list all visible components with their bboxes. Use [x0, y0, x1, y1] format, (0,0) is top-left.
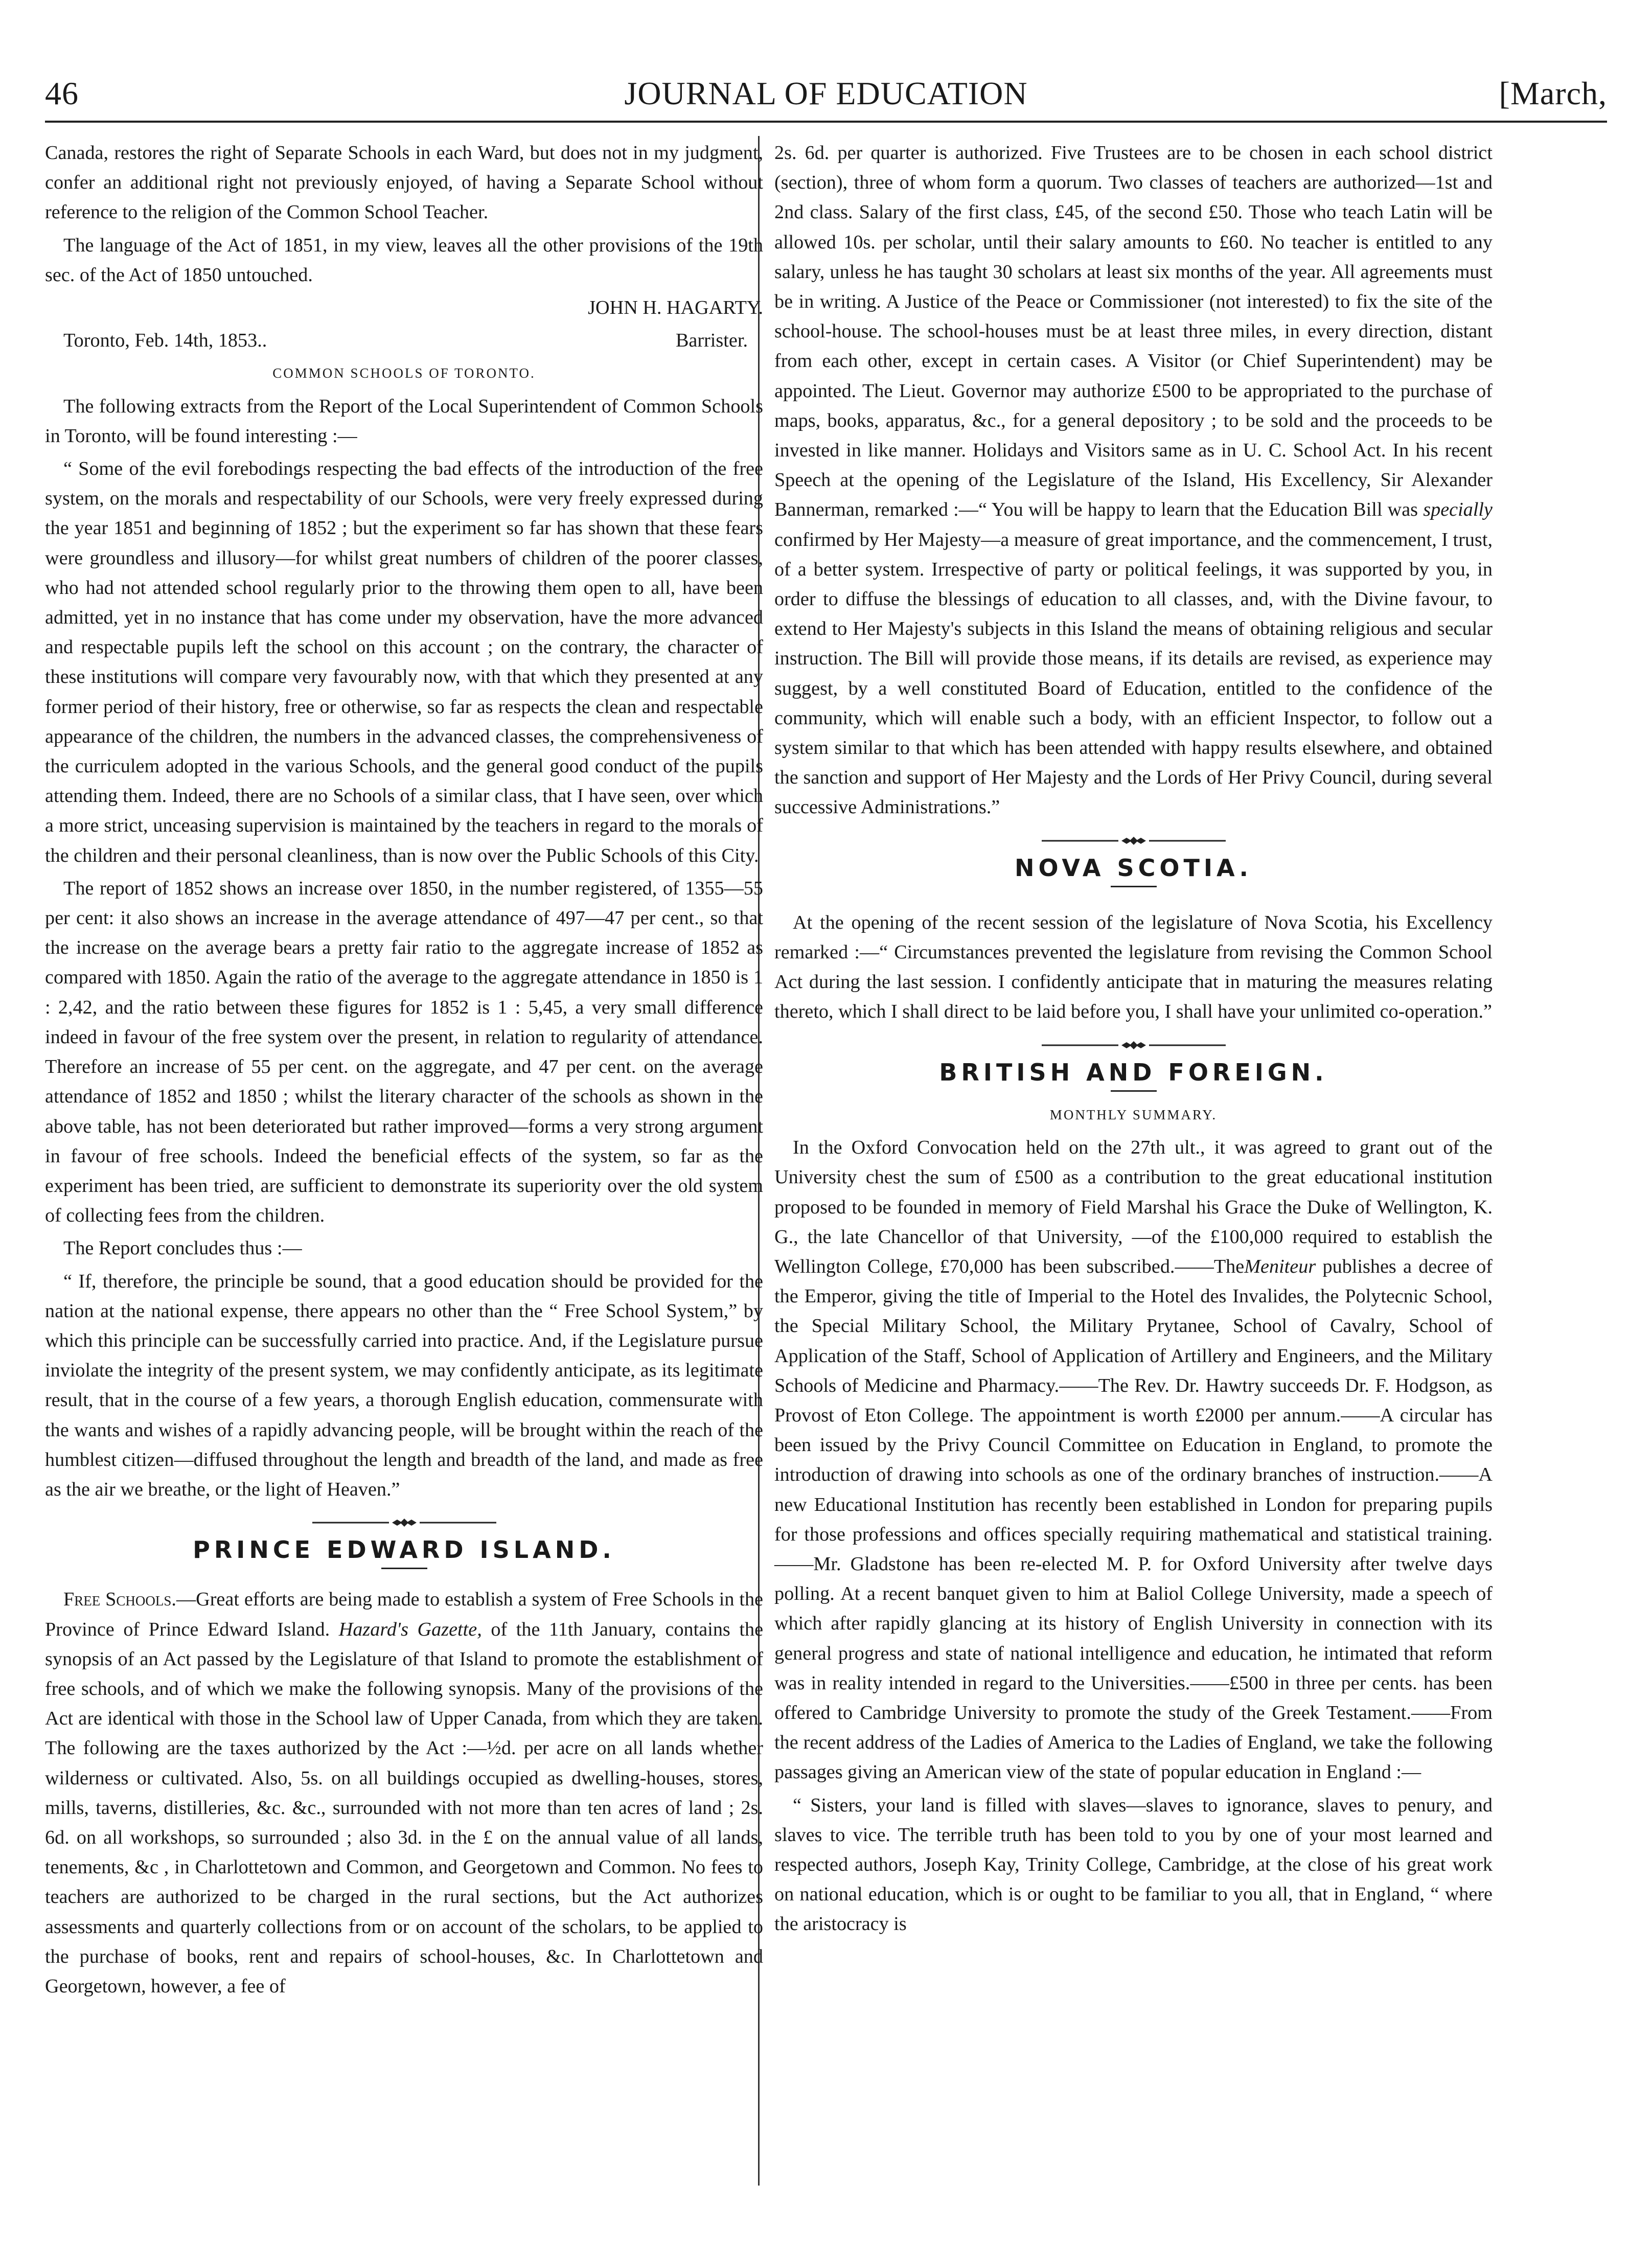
italic-title: Meniteur: [1244, 1255, 1316, 1277]
ornament-icon: [1042, 836, 1226, 846]
run-in-heading: Free Schools.: [63, 1589, 176, 1611]
signature-line: [45, 326, 763, 355]
heading-rule: [1111, 1090, 1157, 1092]
heading-rule: [381, 1568, 427, 1569]
journal-title: JOURNAL OF EDUCATION: [624, 75, 1028, 111]
signature-place: Toronto, Feb. 14th, 1853..: [63, 330, 267, 352]
header-rule: [45, 121, 1607, 123]
section-heading-british-foreign: BRITISH AND FOREIGN.: [939, 1058, 1328, 1086]
paragraph: “ Some of the evil forebodings respecting the bad effects of the introduction of the free system, on the morals and respectability of our Schools, were very freely expressed during the year 1851 and beginning of 1852 ; but the experiment so far has shown that these fears were groundless and illusory—for whilst great numbers of children of the poorer classes, who had not attended school regularly prior to the throwing them open to all, have been admitted, yet in no instance that has come under my observation, have the more advanced and respectable pupils left the school on this account ; on the contrary, the character of these institutions will compare very favourably now, with that which they presented at any former period of their history, free or otherwise, so far as respects the clean and respectable appearance of the children, the numbers in the advanced classes, the comprehensiveness of the curriculem adopted in the various Schools, and the general good conduct of the pupils attending them. Indeed, there are no Schools of a similar class, that I have seen, over which a more strict, unceasing supervision is maintained by the teachers in regard to the morals of the children and their personal cleanliness, than is now over the Public Schools of this City.: [45, 458, 763, 866]
section-heading-nova-scotia: NOVA SCOTIA.: [1015, 854, 1252, 882]
paragraph: Canada, restores the right of Separate Schools in each Ward, but does not in my judgment, confer an additional right not previously enjoyed, of having a Separate School without reference to the religion of the Common School Teacher.: [45, 142, 763, 223]
paragraph: In the Oxford Convocation held on the 27th ult., it was agreed to grant out of the University chest the sum of £500 as a contribution to the great educational institution proposed to be founded in memory of Field Marshal his Grace the Duke of Wellington, K. G., the late Chancellor of that University, —of the £100,000 required to establish the Wellington College, £70,000 has been subscribed.——TheMeniteur publishes a decree of the Emperor, giving the title of Imperial to the Hotel des Invalides, the Polytecnic School, the Special Military School, the Military Prytanee, School of Cavalry, School of Application of the Staff, School of Application of Artillery and Engineers, and the Military Schools of Medicine and Pharmacy.——The Rev. Dr. Hawtry succeeds Dr. F. Hodgson, as Provost of Eton College. The appointment is worth £2000 per annum.——A circular has been issued by the Privy Council Committee on Education in England, to promote the introduction of drawing into schools as one of the ordinary branches of instruction.——A new Educational Institution has recently been established in London for preparing pupils for those professions and offices specially requiring mathematical and statistical training.——Mr. Gladstone has been re-elected M. P. for Oxford University after twelve days polling. At a recent banquet given to him at Baliol College University, made a speech of which after rapidly glancing at its history of English University in connection with its general progress and state of national intelligence and education, he intimated that reform was in reality intended in regard to the Universities.——£500 in three per cents. has been offered to Cambridge University to promote the study of the Greek Testament.——From the recent address of the Ladies of America to the Ladies of England, we take the following passages giving an American view of the state of popular education in England :—: [774, 1137, 1493, 1783]
italic-title: Hazard's Gazette,: [338, 1618, 482, 1640]
paragraph: The report of 1852 shows an increase over 1850, in the number registered, of 1355—55 per cent: it also shows an increase in the average attendance of 497—47 per cent., so that the increase on the average bears a pretty fair ratio to the aggregate increase of 1852 as compared with 1850. Again the ratio of the average to the aggregate attendance in 1850 is 1 : 2,42, and the ratio between these figures for 1852 is 1 : 5,45, a very small difference indeed in favour of the free system over the present, in relation to regularity of attendance. Therefore an increase of 55 per cent. on the aggregate, and 47 per cent. on the average attendance of 1852 and 1850 ; whilst the literary character of the schools as shown in the above table, has not been deteriorated but rather improved—forms a very strong argument in favour of free schools. Indeed the beneficial effects of the system, so far as the experiment has been tried, are sufficient to demonstrate its superiority over the old system of collecting fees from the children.: [45, 877, 763, 1227]
ornament-divider: [774, 836, 1493, 846]
header-month: [March,: [1499, 75, 1607, 111]
subsection-heading: MONTHLY SUMMARY.: [1049, 1107, 1218, 1122]
paragraph: At the opening of the recent session of the legislature of Nova Scotia, his Excellency remarked :—“ Circumstances prevented the legislature from revising the Common School Act during the last session. I confidently anticipate that in maturing the measures relating thereto, which I shall direct to be laid before you, I shall have your unlimited co-operation.”: [774, 911, 1493, 1023]
paragraph: Free Schools.—Great efforts are being made to establish a system of Free Schools in the Province of Prince Edward Island. Hazard's Gazette, of the 11th January, contains the synopsis of an Act passed by the Legislature of that Island to promote the establishment of free schools, and of which we make the following synopsis. Many of the provisions of the Act are identical with those in the School law of Upper Canada, from which they are taken. The following are the taxes authorized by the Act :—½d. per acre on all lands whether wilderness or cultivated. Also, 5s. on all buildings occupied as dwelling-houses, stores, mills, taverns, distilleries, &c. &c., surrounded with not more than ten acres of land ; 2s. 6d. on all workshops, so surrounded ; also 3d. in the £ on the annual value of all lands, tenements, &c , in Charlottetown and Common, and Georgetown and Common. No fees to teachers are authorized to be charged in the rural sections, but the Act authorizes assessments and quarterly collections from or on account of the scholars, to be applied to the purchase of books, rent and repairs of school-houses, &c. In Charlottetown and Georgetown, however, a fee of: [45, 1589, 764, 1997]
ornament-icon: [1042, 1040, 1226, 1050]
ornament-icon: [312, 1518, 496, 1528]
heading-rule: [1111, 886, 1157, 887]
ornament-divider: [774, 1040, 1493, 1050]
left-column: [45, 138, 763, 2004]
paragraph: The Report concludes thus :—: [63, 1237, 302, 1259]
paragraph: “ Sisters, your land is filled with slaves—slaves to ignorance, slaves to penury, and slaves to vice. The terrible truth has been told to you by one of your most learned and respected authors, Joseph Kay, Trinity College, Cambridge, at the close of his great work on national education, which is or ought to be familiar to you all, that in England, “ where the aristocracy is: [774, 1794, 1493, 1935]
paragraph: The language of the Act of 1851, in my view, leaves all the other provisions of the 19th sec. of the Act of 1850 untouched.: [45, 234, 763, 286]
right-column: [774, 138, 1493, 1942]
paragraph: “ If, therefore, the principle be sound, that a good education should be provided for the nation at the national expense, there appears no other than the “ Free School System,” by which this principle can be successfully carried into practice. And, if the Legislature pursue inviolate the integrity of the present system, we may confidently anticipate, as its legitimate result, that in the course of a few years, a thorough English education, commensurate with the wants and wishes of a rapidly advancing people, will be brought within the reach of the humblest citizen—diffused throughout the length and breadth of the land, and made as free as the air we breathe, or the light of Heaven.”: [45, 1270, 763, 1500]
signature-title: Barrister.: [675, 330, 748, 352]
paragraph: The following extracts from the Report of the Local Superintendent of Common Schools in Toronto, will be found interesting :—: [45, 395, 763, 447]
page-header: [45, 66, 1607, 112]
ornament-divider: [45, 1518, 763, 1528]
signature-name: JOHN H. HAGARTY.: [588, 297, 763, 319]
italic-word: specially: [1423, 499, 1493, 521]
paragraph: 2s. 6d. per quarter is authorized. Five Trustees are to be chosen in each school district (section), three of whom form a quorum. Two classes of teachers are authorized—1st and 2nd class. Salary of the first class, £45, of the second £50. Those who teach Latin will be allowed 10s. per scholar, until their salary amounts to £60. No teacher is entitled to any salary, unless he has taught 30 scholars at least six months of the year. All agreements must be in writing. A Justice of the Peace or Commissioner (not interested) to fix the site of the school-house. The school-houses must be at least three miles, in every direction, distant from each other, except in certain cases. A Visitor (or Chief Superintendent) may be appointed. The Lieut. Governor may authorize £500 to be appropriated to the purchase of maps, books, apparatus, &c., for a general depository ; to be sold and the proceeds to be invested in like manner. Holidays and Visitors same as in U. C. School Act. In his recent Speech at the opening of the Legislature of the Island, His Excellency, Sir Alexander Bannerman, remarked :—“ You will be happy to learn that the Education Bill was specially confirmed by Her Majesty—a measure of great importance, and the commencement, I trust, of a better system. Irrespective of party or political feelings, it was supported by you, in order to diffuse the blessings of education to all classes, and, with the Divine favour, to extend to Her Majesty's subjects in this Island the means of obtaining religious and secular instruction. The Bill will provide those means, if its details are revised, as experience may suggest, by a well constituted Board of Education, entitled to the confidence of the community, which will enable such a body, with an efficient Inspector, to follow out a system similar to that which has been attended with happy results elsewhere, and obtained the sanction and support of Her Majesty and the Lords of Her Privy Council, during several successive Administrations.”: [774, 142, 1493, 818]
subsection-heading: COMMON SCHOOLS OF TORONTO.: [272, 365, 536, 381]
section-heading-pei: PRINCE EDWARD ISLAND.: [193, 1536, 615, 1564]
page-number: 46: [45, 75, 79, 111]
